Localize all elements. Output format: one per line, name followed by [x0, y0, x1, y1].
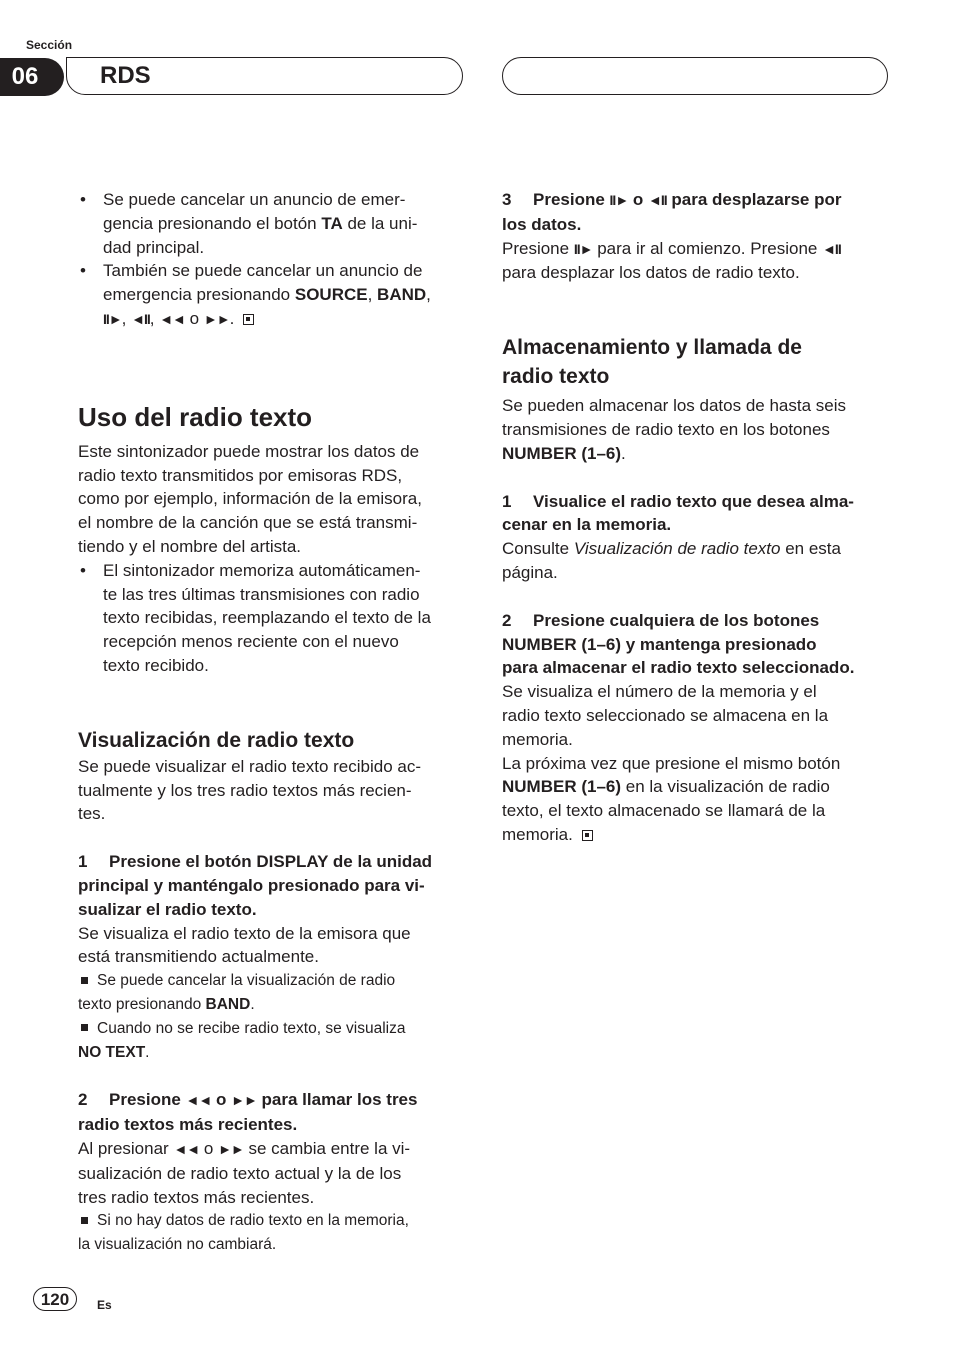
note-square-icon	[81, 977, 88, 984]
text-line: para almacenar el radio texto seleccionado.	[502, 658, 855, 678]
text-line: Presione el botón DISPLAY de la unidad	[109, 852, 433, 872]
text-line: Presione	[109, 1090, 186, 1110]
symbols-line: II►, ◄II, ◄◄ o ►►.	[103, 307, 462, 332]
text-line: Se puede cancelar un anuncio de emer-	[103, 190, 406, 209]
text-line: Este sintonizador puede mostrar los datos de	[78, 441, 420, 461]
heading-line: radio texto	[502, 365, 610, 389]
key-band: BAND	[205, 995, 251, 1013]
text-line: principal y manténgalo presionado para vi-	[78, 875, 425, 895]
step-number: 2	[78, 1090, 88, 1110]
text-line: memoria.	[502, 824, 573, 844]
text-or: o	[628, 190, 649, 209]
key-source: SOURCE	[294, 285, 368, 305]
step1-note-1	[78, 969, 462, 1017]
pause-back-symbol: ◄II	[131, 310, 150, 327]
text-line: tiendo y el nombre del artista.	[78, 536, 302, 556]
text-line: texto presionando	[78, 995, 206, 1013]
text-line: ,	[367, 285, 378, 305]
text-line: cenar en la memoria.	[502, 515, 672, 535]
end-mark-icon	[243, 314, 254, 325]
uso-bullet	[78, 559, 462, 678]
text-line: gencia presionando el botón	[103, 213, 322, 233]
text-or: o	[199, 1138, 219, 1158]
text-line: en la visualización de radio	[621, 777, 830, 797]
page-number: 120	[33, 1287, 77, 1311]
rewind-symbol: ◄◄	[173, 1140, 200, 1157]
section-number-badge	[0, 58, 64, 96]
text-line: tes.	[78, 804, 106, 824]
text-or: o	[189, 308, 200, 328]
right-step-2	[502, 609, 890, 680]
text-line: radio texto transmitidos por emisoras RDS,	[78, 465, 403, 485]
cross-reference: Visualización de radio texto	[573, 539, 781, 559]
number-keys-label: NUMBER (1–6)	[502, 777, 622, 797]
step-1	[78, 850, 462, 921]
step-number: 3	[502, 190, 512, 209]
key-ta: TA	[321, 213, 343, 233]
text-line: memoria.	[502, 729, 573, 749]
section-label: Sección	[26, 38, 73, 52]
text-line: Si no hay datos de radio texto en la memoria,	[97, 1212, 409, 1230]
intro-bullet-2	[78, 259, 462, 331]
header-right-frame	[502, 57, 888, 95]
text-line: texto, el texto almacenado se llamará de la	[502, 801, 826, 821]
rewind-symbol: ◄◄	[159, 310, 185, 327]
forward-symbol: ►►	[218, 1140, 244, 1157]
pause-back-symbol: ◄II	[822, 240, 841, 257]
text-line: para desplazarse por	[666, 190, 842, 209]
text-line: emergencia presionando	[103, 285, 295, 305]
heading-uso: Uso del radio texto	[78, 401, 313, 432]
play-pause-symbol: II►	[103, 310, 122, 327]
text-line: transmisiones de radio texto en los botones	[502, 419, 830, 439]
step-2	[78, 1088, 462, 1137]
play-pause-symbol: II►	[609, 192, 629, 208]
key-band: BAND	[377, 285, 427, 305]
end-mark-icon	[582, 830, 593, 841]
forward-symbol: ►►	[231, 1092, 257, 1109]
text-line: Se visualiza el radio texto de la emisora que	[78, 923, 411, 943]
step-number: 1	[502, 491, 512, 511]
heading-visualizacion: Visualización de radio texto	[78, 728, 355, 752]
step-number: 2	[502, 610, 512, 630]
text-line: radio texto seleccionado se almacena en la	[502, 705, 829, 725]
note-square-icon	[81, 1217, 88, 1224]
heading-almacenamiento	[502, 333, 890, 391]
intro-bullet-1	[78, 188, 462, 259]
text-line: te las tres últimas transmisiones con radio	[103, 584, 420, 604]
text-line: Presione	[502, 238, 574, 258]
text-line: La próxima vez que presione el mismo botón	[502, 753, 841, 773]
text-line: página.	[502, 562, 558, 582]
text-line: sualización de radio texto actual y la de los	[78, 1163, 402, 1183]
text-line: para llamar los tres	[256, 1090, 418, 1110]
text-line: Visualice el radio texto que desea alma-	[533, 491, 854, 511]
text-line: dad principal.	[103, 237, 205, 257]
text-line: el nombre de la canción que se está transmi-	[78, 513, 418, 533]
text-line: Se puede cancelar la visualización de radio	[97, 972, 396, 990]
text-line: Presione cualquiera de los botones	[533, 610, 820, 630]
step2-note	[78, 1209, 462, 1257]
text-or: o	[211, 1090, 232, 1110]
text-line: sualizar el radio texto.	[78, 899, 257, 919]
text-line: .	[145, 1043, 150, 1061]
no-text-label: NO TEXT	[78, 1043, 146, 1061]
forward-symbol: ►►	[203, 310, 230, 327]
text-line: tualmente y los tres radio textos más recien-	[78, 780, 412, 800]
text-line: los datos.	[502, 214, 582, 234]
text-line: está transmitiendo actualmente.	[78, 947, 319, 967]
heading-line: Almacenamiento y llamada de	[502, 336, 802, 360]
text-line: texto recibidas, reemplazando el texto de la	[103, 608, 431, 628]
step-number: 1	[78, 852, 88, 872]
language-code: Es	[97, 1298, 112, 1312]
text-line: Presione	[533, 190, 610, 209]
pause-back-symbol: ◄II	[648, 192, 667, 208]
text-line: tres radio textos más recientes.	[78, 1187, 315, 1207]
note-square-icon	[81, 1024, 88, 1031]
text-line: • El sintonizador memoriza automáticamen-	[103, 560, 421, 580]
step-3	[502, 188, 890, 237]
text-line: recepción menos reciente con el nuevo	[103, 632, 399, 652]
text-line: Al presionar	[78, 1138, 174, 1158]
section-number: 06	[11, 63, 39, 90]
play-pause-symbol: II►	[573, 240, 593, 257]
text-line: de la uni-	[342, 213, 418, 233]
number-keys-label: NUMBER (1–6)	[502, 443, 622, 463]
text-line: Se pueden almacenar los datos de hasta seis	[502, 396, 847, 416]
text-line: la visualización no cambiará.	[78, 1236, 277, 1254]
right-column	[502, 188, 890, 847]
text-line: Cuando no se recibe radio texto, se visualiza	[97, 1019, 406, 1037]
text-line: .	[250, 995, 255, 1013]
right-step-1	[502, 490, 890, 538]
text-line: texto recibido.	[103, 655, 209, 675]
text-line: se cambia entre la vi-	[243, 1138, 411, 1158]
left-column	[78, 188, 462, 1257]
text-line: como por ejemplo, información de la emisora,	[78, 489, 422, 509]
step1-note-2	[78, 1017, 462, 1065]
text-line: También se puede cancelar un anuncio de	[103, 261, 423, 281]
text-line: para desplazar los datos de radio texto.	[502, 263, 800, 283]
text-line: .	[621, 443, 626, 463]
text-line: en esta	[780, 539, 841, 559]
rewind-symbol: ◄◄	[185, 1092, 212, 1109]
text-line: NUMBER (1–6) y mantenga presionado	[502, 634, 817, 654]
header-title: RDS	[100, 62, 151, 89]
text-line: radio textos más recientes.	[78, 1115, 298, 1135]
text-line: Consulte	[502, 539, 574, 559]
text-line: Se visualiza el número de la memoria y el	[502, 682, 817, 702]
text-line: ,	[426, 285, 431, 305]
text-line: para ir al comienzo. Presione	[592, 238, 823, 258]
text-line: Se puede visualizar el radio texto recibido ac-	[78, 756, 422, 776]
